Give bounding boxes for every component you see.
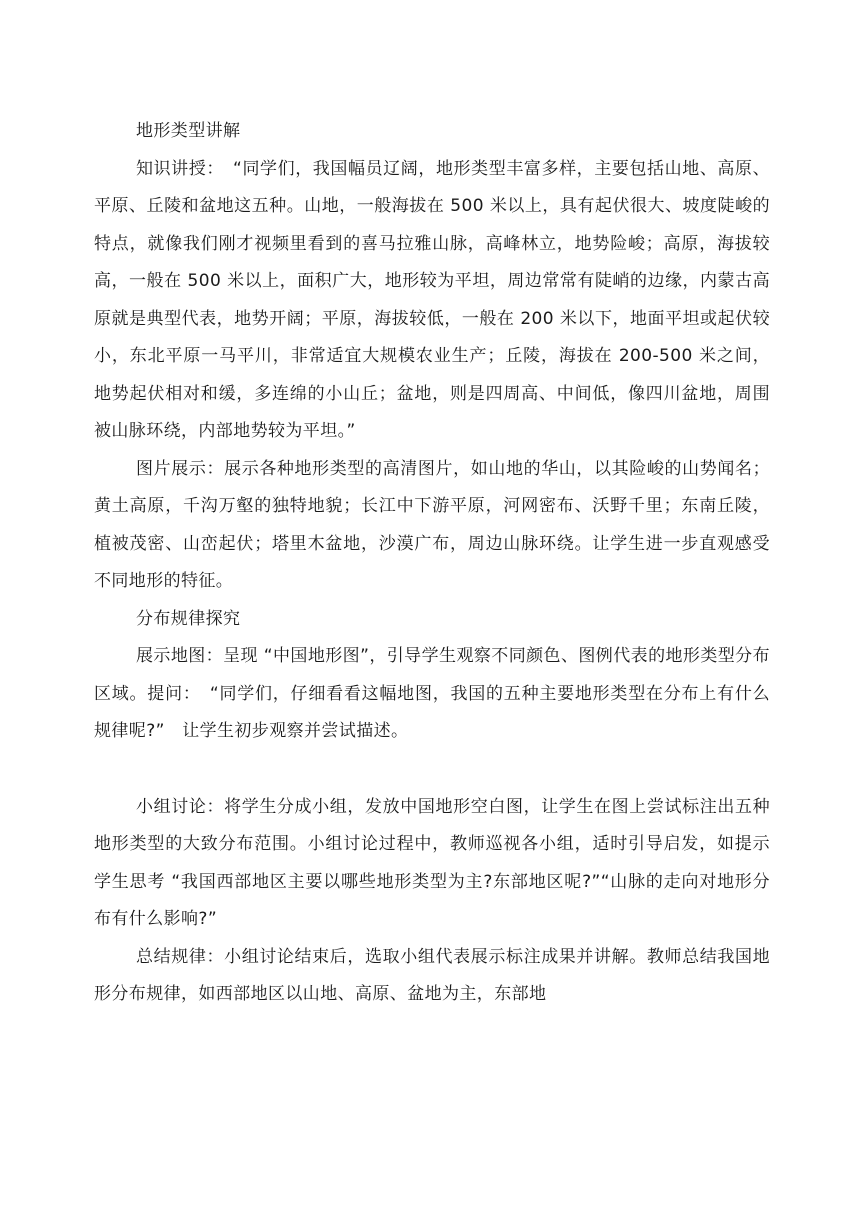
heading-landform-types: 地形类型讲解 [136, 121, 241, 141]
paragraph-group-discussion: 小组讨论：将学生分成小组，发放中国地形空白图，让学生在图上尝试标注出五种地形类型的大致分布范围。小组讨论过程中，教师巡视各小组，适时引导启发，如提示学生思考 “我国西部地区主要以哪些地形类型为主?东部地区呢?”“山脉的走向对地形分布有什么影响?” [94, 796, 770, 929]
paragraph-knowledge-teaching: 知识讲授： “同学们，我国幅员辽阔，地形类型丰富多样，主要包括山地、高原、平原、丘陵和盆地这五种。山地，一般海拔在 500 米以上，具有起伏很大、坡度陡峻的特点，就像我们刚才视频里看到的喜马拉雅山脉，高峰林立，地势险峻；高原，海拔较高，一般在 500 米以上，面积广大，地形较为平坦，周边常常有陡峭的边缘，内蒙古高原就是典型代表，地势开阔；平原，海拔较低，一般在 200 米以下，地面平坦或起伏较小，东北平原一马平川，非常适宜大规模农业生产；丘陵，海拔在 200-500 米之间，地势起伏相对和缓，多连绵的小山丘；盆地，则是四周高、中间低，像四川盆地，周围被山脉环绕，内部地势较为平坦。” [94, 158, 770, 441]
paragraph-map-display: 展示地图：呈现 “中国地形图”，引导学生观察不同颜色、图例代表的地形类型分布区域。提问： “同学们，仔细看看这幅地图，我国的五种主要地形类型在分布上有什么规律呢?” 让学生初步观察并尝试描述。 [94, 646, 770, 741]
paragraph-picture-display: 图片展示：展示各种地形类型的高清图片，如山地的华山，以其险峻的山势闻名；黄土高原，千沟万壑的独特地貌；长江中下游平原，河网密布、沃野千里；东南丘陵，植被茂密、山峦起伏；塔里木盆地，沙漠广布，周边山脉环绕。让学生进一步直观感受不同地形的特征。 [94, 458, 770, 591]
document-page [94, 113, 770, 1014]
blank-line [94, 751, 770, 789]
heading-distribution-patterns: 分布规律探究 [136, 608, 241, 629]
paragraph-summary: 总结规律：小组讨论结束后，选取小组代表展示标注成果并讲解。教师总结我国地形分布规律，如西部地区以山地、高原、盆地为主，东部地 [94, 946, 770, 1004]
